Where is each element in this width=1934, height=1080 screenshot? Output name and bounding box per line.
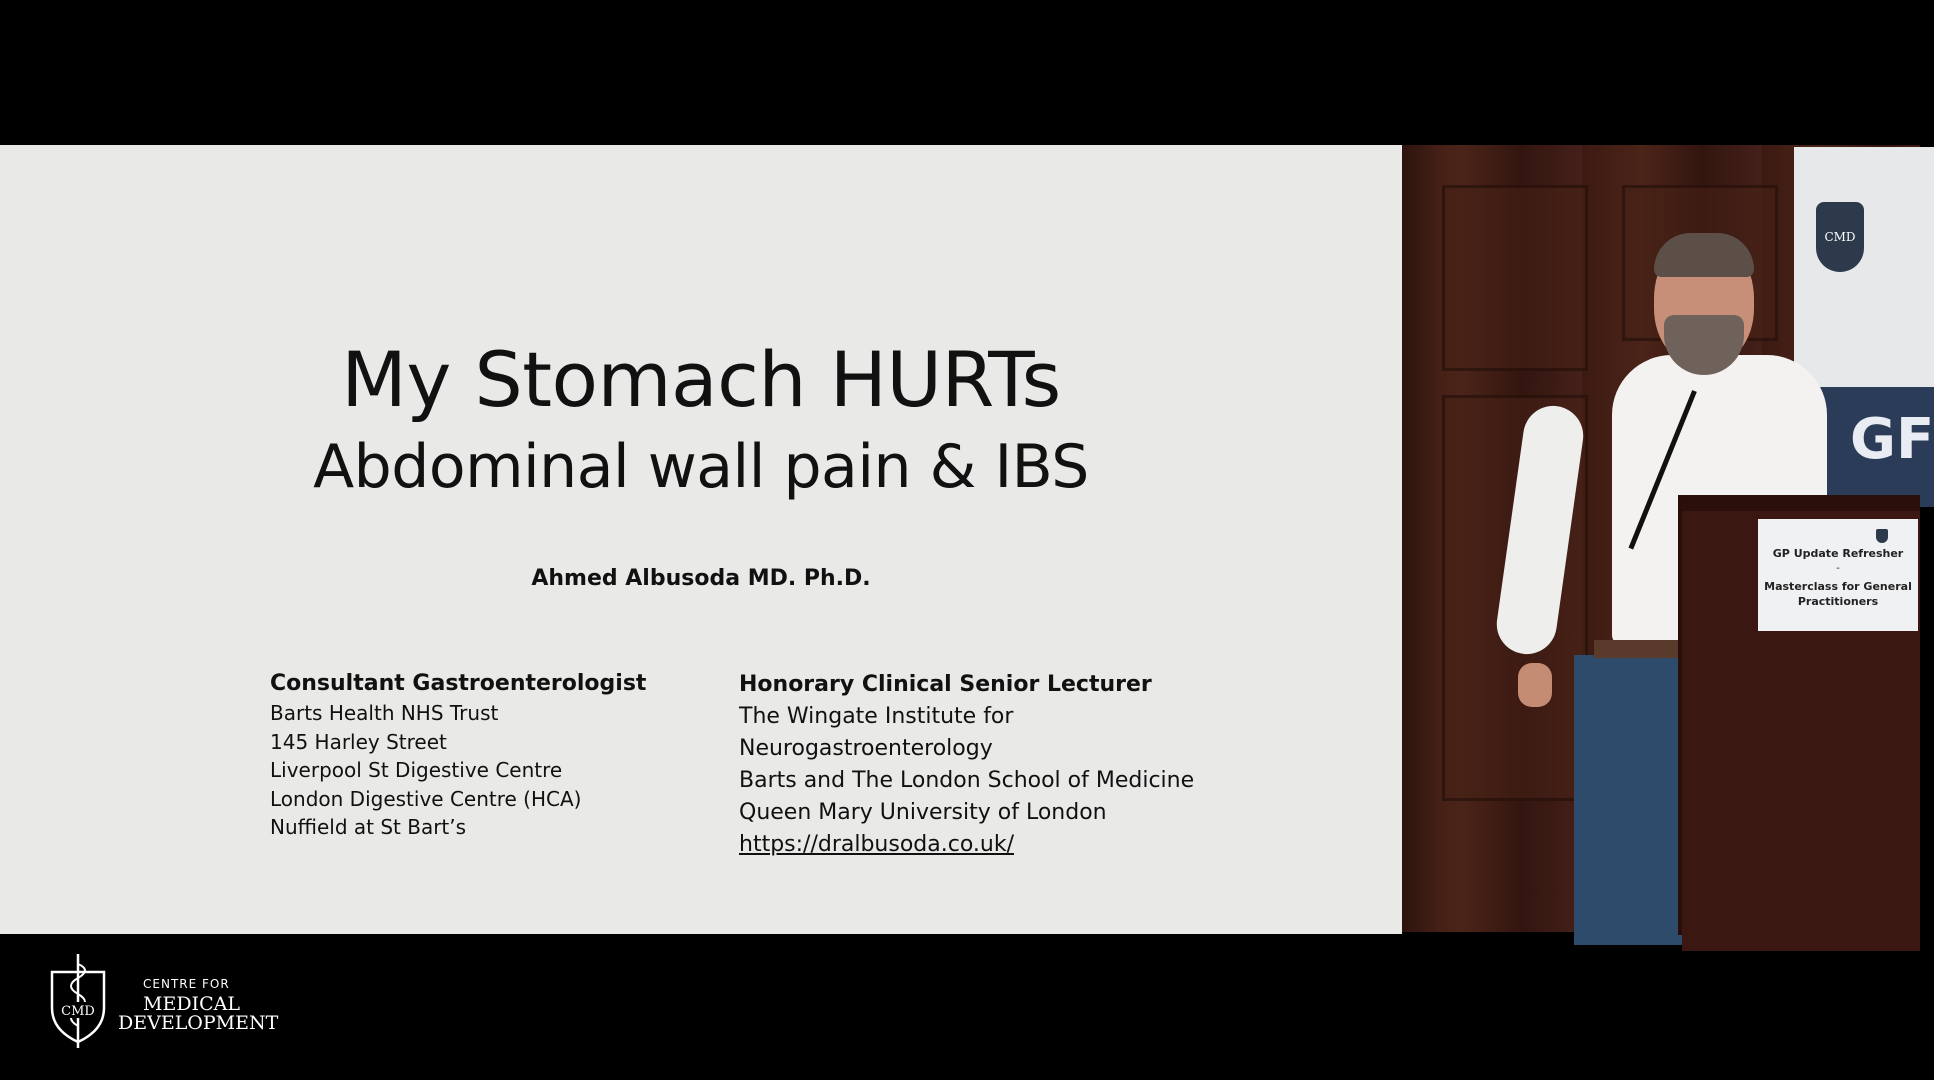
wall-panel bbox=[1442, 185, 1588, 371]
left-line: Barts Health NHS Trust bbox=[270, 701, 499, 725]
website-link[interactable]: https://dralbusoda.co.uk/ bbox=[739, 832, 1014, 857]
sign-line-1: GP Update Refresher bbox=[1772, 547, 1904, 560]
org-name-line2: MEDICAL bbox=[143, 993, 240, 1015]
left-line: Nuffield at St Bart’s bbox=[270, 815, 467, 839]
left-line: London Digestive Centre (HCA) bbox=[270, 786, 582, 811]
left-line: Liverpool St Digestive Centre bbox=[270, 758, 563, 782]
presentation-slide bbox=[0, 145, 1402, 934]
slide-subtitle: Abdominal wall pain & IBS bbox=[313, 432, 1089, 502]
banner-logo-icon: CMD bbox=[1816, 202, 1864, 272]
lectern-sign bbox=[1758, 519, 1918, 631]
right-line: Barts and The London School of Medicine bbox=[739, 768, 1195, 793]
org-name-line1: CENTRE FOR bbox=[143, 977, 230, 991]
presenter-name: Ahmed Albusoda MD. Ph.D. bbox=[531, 566, 871, 591]
speaker-video-feed bbox=[1402, 145, 1934, 932]
slide-title: My Stomach HURTs bbox=[341, 335, 1061, 424]
left-heading: Consultant Gastroenterologist bbox=[270, 671, 647, 696]
left-line: 145 Harley Street bbox=[270, 729, 447, 754]
right-line: The Wingate Institute for bbox=[739, 704, 1014, 729]
org-name-line3: DEVELOPMENT bbox=[118, 1012, 279, 1034]
speaker-hand bbox=[1518, 663, 1552, 707]
banner-text: GF bbox=[1850, 407, 1934, 472]
sign-line-3: Masterclass for General Practitioners bbox=[1764, 580, 1912, 608]
right-line: Queen Mary University of London bbox=[739, 800, 1107, 825]
cmd-shield-logo-icon bbox=[48, 950, 108, 1050]
logo-monogram: CMD bbox=[61, 1004, 95, 1019]
affiliations-right bbox=[739, 669, 1194, 861]
right-heading: Honorary Clinical Senior Lecturer bbox=[739, 672, 1152, 697]
sign-logo-icon bbox=[1876, 529, 1888, 543]
sign-line-2: - bbox=[1836, 563, 1840, 574]
event-banner bbox=[1794, 147, 1934, 387]
affiliations-left bbox=[270, 669, 646, 842]
right-line: Neurogastroenterology bbox=[739, 736, 993, 761]
speaker-hair bbox=[1654, 233, 1754, 277]
